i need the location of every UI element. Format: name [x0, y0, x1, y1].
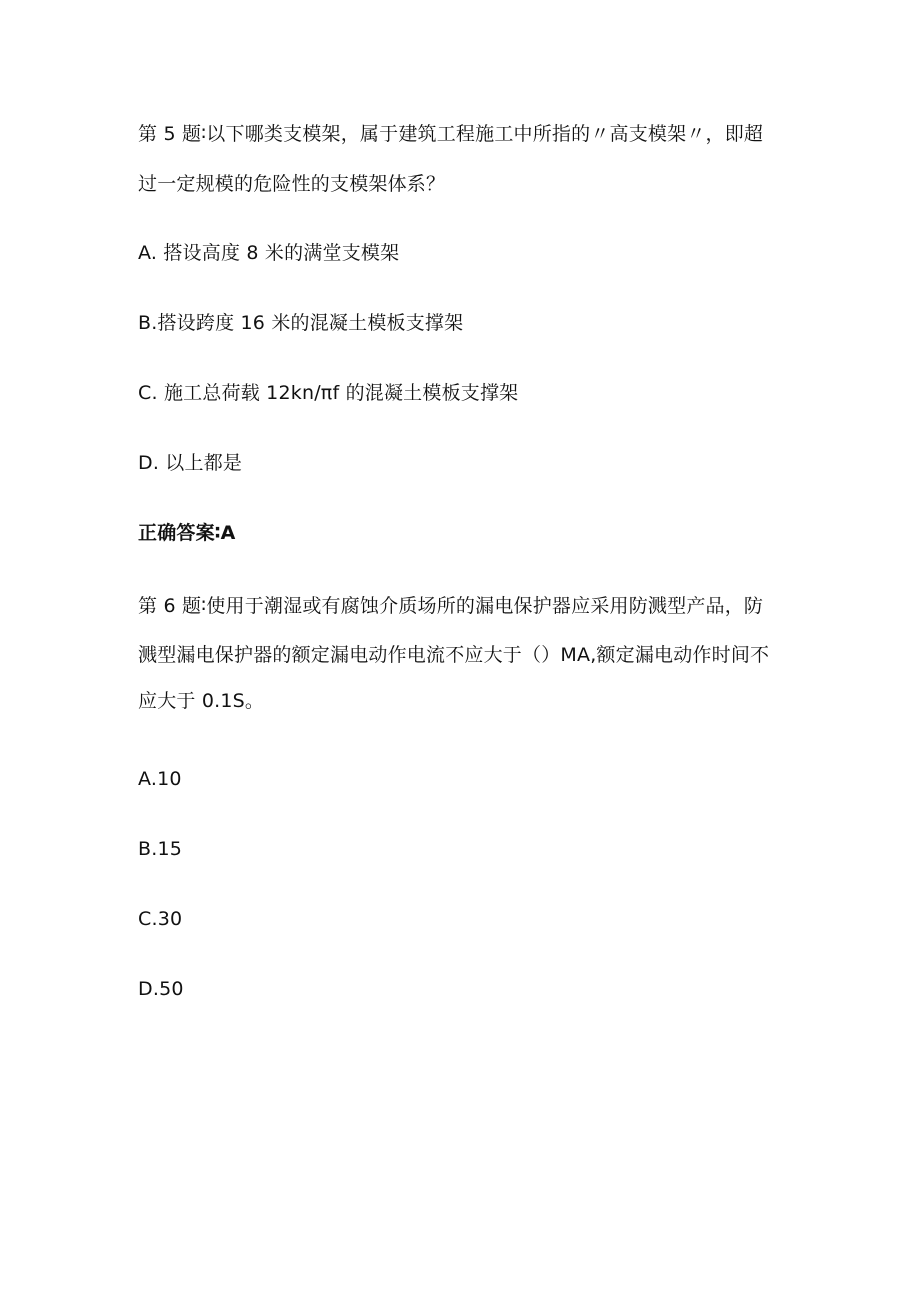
question-5-option-a: A. 搭设高度 8 米的满堂支模架: [138, 242, 400, 264]
question-5-answer: 正确答案∶A: [138, 522, 236, 544]
question-6-option-d: D.50: [138, 978, 184, 1000]
question-5-option-d: D. 以上都是: [138, 452, 243, 474]
question-5-stem-line-2: 过一定规模的危险性的支模架体系？: [138, 173, 446, 195]
question-6-stem-line-2: 溅型漏电保护器的额定漏电动作电流不应大于（）MA,额定漏电动作时间不: [138, 644, 770, 666]
question-5-option-c: C. 施工总荷载 12kn∕πf 的混凝土模板支撑架: [138, 382, 519, 404]
question-6-stem-line-3: 应大于 0.1S。: [138, 690, 265, 712]
question-6-option-a: A.10: [138, 768, 182, 790]
question-6-option-c: C.30: [138, 908, 183, 930]
question-5-stem-line-1: 第 5 题∶以下哪类支模架，属于建筑工程施工中所指的〃高支模架〃，即超: [138, 123, 764, 145]
question-5-option-b: B.搭设跨度 16 米的混凝土模板支撑架: [138, 312, 464, 334]
question-6-option-b: B.15: [138, 838, 183, 860]
question-6-stem-line-1: 第 6 题∶使用于潮湿或有腐蚀介质场所的漏电保护器应采用防溅型产品，防: [138, 595, 764, 617]
